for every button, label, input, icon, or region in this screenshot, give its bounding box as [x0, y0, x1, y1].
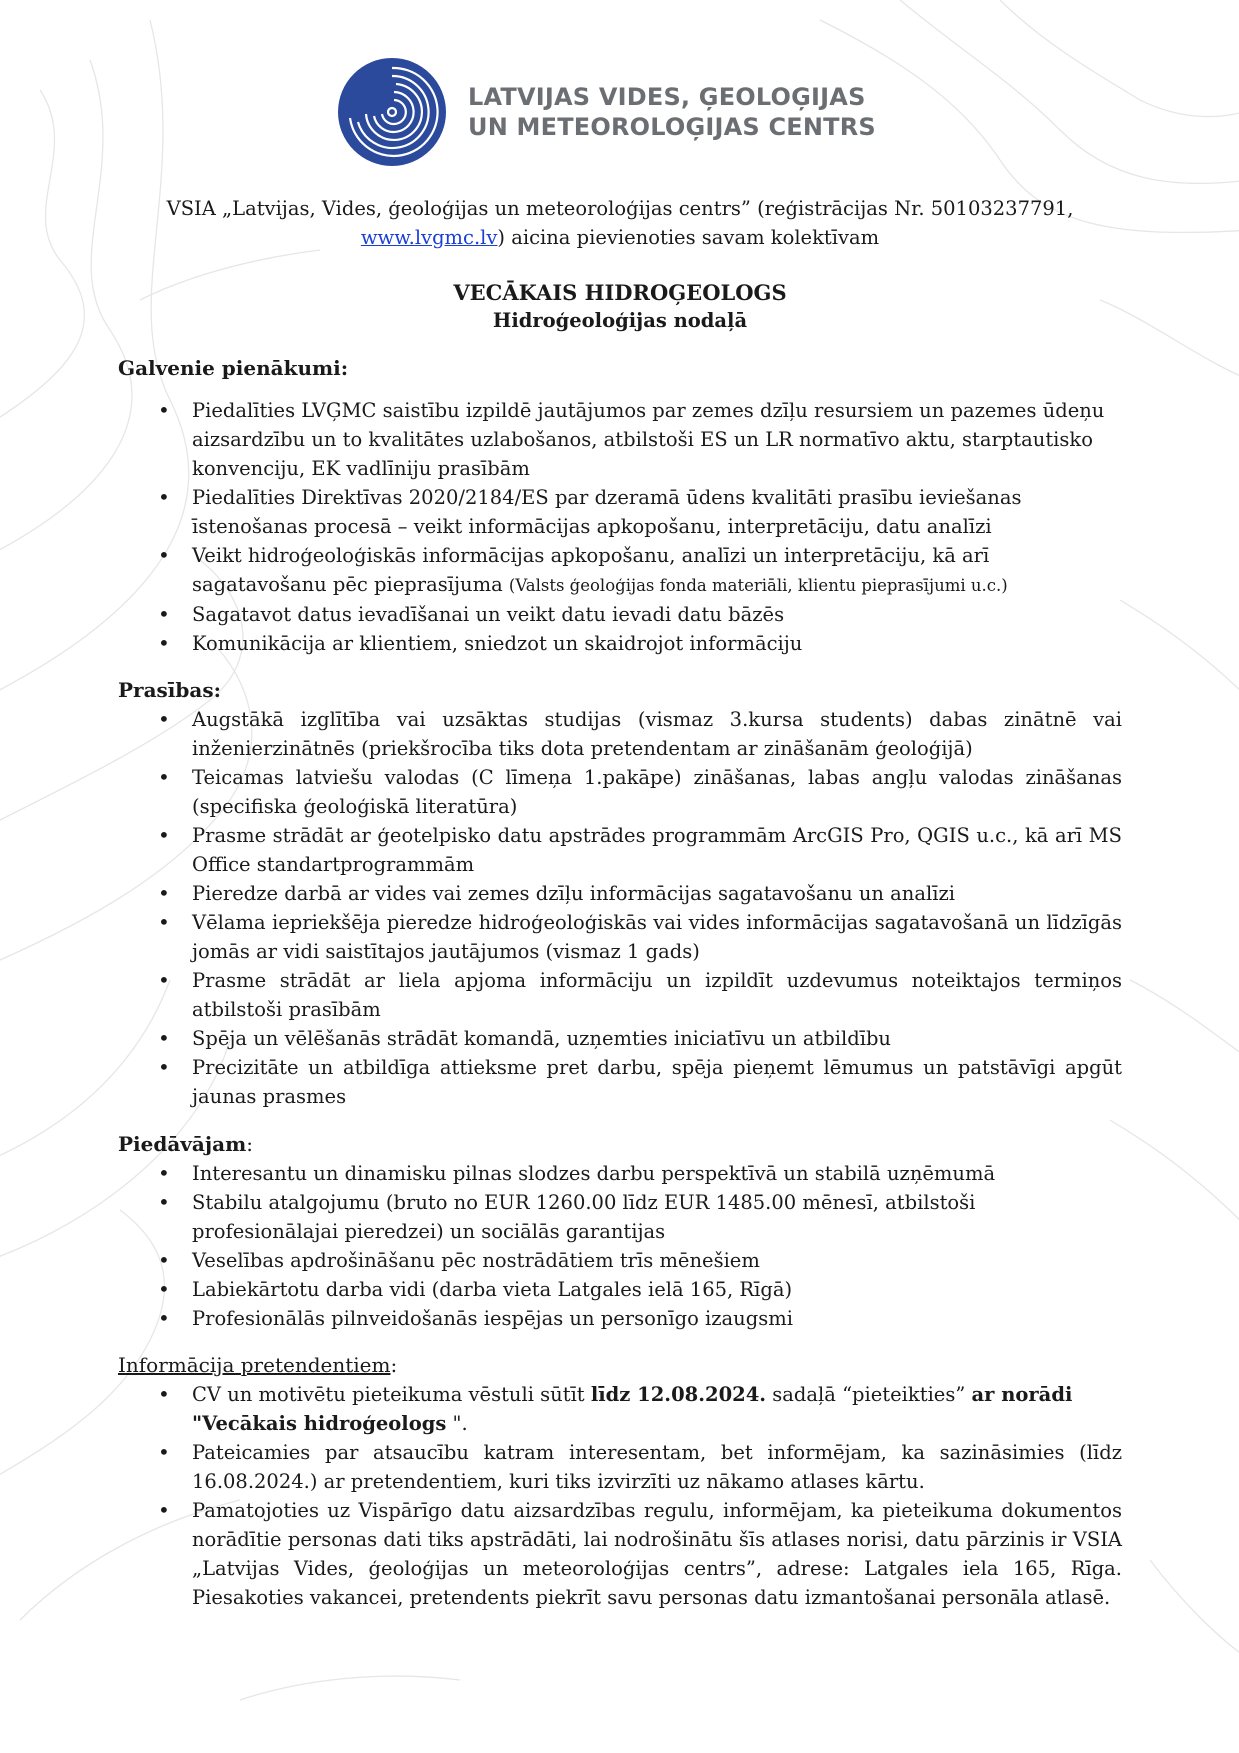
list-item [118, 541, 1122, 600]
info-text: sadaļā “pieteikties” [766, 1383, 972, 1406]
list-item: • Piedalīties Direktīvas 2020/2184/ES par dzeramā ūdens kvalitāti prasību ieviešanas īstenošanas procesā – veikt informācijas apkopošanu, interpretāciju, datu analīzi [118, 483, 1122, 541]
list-item-note: (Valsts ģeoloģijas fonda materiāli, klientu pieprasījumi u.c.) [508, 576, 1008, 595]
requirements-list [118, 705, 1122, 1111]
offer-heading-colon: : [246, 1132, 253, 1156]
deadline-date: līdz 12.08.2024. [590, 1383, 767, 1406]
info-heading [118, 1351, 397, 1380]
logo-line-2: UN METEOROLOĢIJAS CENTRS [468, 113, 876, 141]
list-item: • Veselības apdrošināšanu pēc nostrādātiem trīs mēnešiem [118, 1246, 1122, 1275]
list-item: • Profesionālās pilnveidošanās iespējas un personīgo izaugsmi [118, 1304, 1122, 1333]
info-heading-text: Informācija pretendentiem [118, 1353, 391, 1377]
logo-text [468, 82, 876, 142]
concentric-circles-logo-icon [336, 56, 448, 168]
list-item: • Pamatojoties uz Vispārīgo datu aizsardzības regulu, informējam, ka pieteikuma dokumentos norādītie personas dati tiks apstrādāti, lai nodrošinātu šīs atlases norisi, datu pārzinis ir VSIA „Latvijas Vides, ģeoloģijas un meteoroloģijas centrs”, adrese: Latgales iela 165, Rīga. Piesakoties vakancei, pretendents piekrīt savu personas datu izmantošanai personāla atlasē. [118, 1496, 1122, 1612]
list-item: • Prasme strādāt ar ģeotelpisko datu apstrādes programmām ArcGIS Pro, QGIS u.c., kā arī MS Office standartprogrammām [118, 821, 1122, 879]
offer-heading-text: Piedāvājam [118, 1132, 247, 1156]
list-item: • Komunikācija ar klientiem, sniedzot un skaidrojot informāciju [118, 629, 1122, 658]
list-item: • Spēja un vēlēšanās strādāt komandā, uzņemties iniciatīvu un atbildību [118, 1024, 1122, 1053]
logo-line-1: LATVIJAS VIDES, ĢEOLOĢIJAS [468, 83, 866, 111]
list-item-text: Veikt hidroģeoloģiskās informācijas apkopošanu, analīzi un interpretāciju, kā arī sagatavošanu pēc pieprasījuma [192, 544, 990, 596]
list-item: • Sagatavot datus ievadīšanai un veikt datu ievadi datu bāzēs [118, 600, 1122, 629]
list-item: • Vēlama iepriekšēja pieredze hidroģeoloģiskās vai vides informācijas sagatavošanā un līdzīgās jomās ar vidi saistītajos jautājumos (vismaz 1 gads) [118, 908, 1122, 966]
duties-heading: Galvenie pienākumi: [118, 356, 349, 380]
list-item: • Pieredze darbā ar vides vai zemes dzīļu informācijas sagatavošanu un analīzi [118, 879, 1122, 908]
job-title: VECĀKAIS HIDROĢEOLOGS [453, 280, 787, 305]
list-item [118, 1380, 1122, 1438]
info-text: ". [446, 1412, 468, 1435]
list-item: • Stabilu atalgojumu (bruto no EUR 1260.00 līdz EUR 1485.00 mēnesī, atbilstoši profesionālajai pieredzei) un sociālās garantijas [118, 1188, 1122, 1246]
intro-paragraph [118, 194, 1122, 252]
intro-text-after: ) aicina pievienoties savam kolektīvam [497, 226, 880, 249]
list-item: • Piedalīties LVĢMC saistību izpildē jautājumos par zemes dzīļu resursiem un pazemes ūdeņu aizsardzību un to kvalitātes uzlabošanos, atbilstoši ES un LR normatīvo aktu, starptautisko konvenciju, EK vadlīniju prasībām [118, 396, 1122, 483]
info-emphasis: ar norādi [971, 1383, 1073, 1406]
list-item: • Teicamas latviešu valodas (C līmeņa 1.pakāpe) zināšanas, labas angļu valodas zināšanas (specifiska ģeoloģiskā literatūra) [118, 763, 1122, 821]
list-item: • Pateicamies par atsaucību katram interesentam, bet informējam, ka sazināsimies (līdz 16.08.2024.) ar pretendentiem, kuri tiks izvirzīti uz nākamo atlases kārtu. [118, 1438, 1122, 1496]
info-heading-colon: : [390, 1353, 398, 1377]
organization-logo [336, 56, 876, 168]
job-department: Hidroģeoloģijas nodaļā [492, 309, 748, 332]
reference-title: "Vecākais hidroģeologs [192, 1412, 447, 1435]
list-item: • Labiekārtotu darba vidi (darba vieta Latgales ielā 165, Rīgā) [118, 1275, 1122, 1304]
requirements-heading: Prasības: [118, 678, 221, 702]
duties-list [118, 396, 1122, 658]
website-link[interactable]: www.lvgmc.lv [360, 226, 498, 249]
offer-list [118, 1159, 1122, 1333]
intro-text-line-1: VSIA „Latvijas, Vides, ģeoloģijas un meteoroloģijas centrs” (reģistrācijas Nr. 50103237791, [166, 197, 1074, 220]
offer-heading [118, 1130, 253, 1159]
list-item: • Prasme strādāt ar liela apjoma informāciju un izpildīt uzdevumus noteiktajos termiņos atbilstoši prasībām [118, 966, 1122, 1024]
info-list [118, 1380, 1122, 1612]
list-item: • Interesantu un dinamisku pilnas slodzes darbu perspektīvā un stabilā uzņēmumā [118, 1159, 1122, 1188]
list-item: • Precizitāte un atbildīga attieksme pret darbu, spēja pieņemt lēmumus un patstāvīgi apgūt jaunas prasmes [118, 1053, 1122, 1111]
intro-text-line-2 [118, 223, 1122, 252]
info-text: CV un motivētu pieteikuma vēstuli sūtīt [192, 1383, 591, 1406]
list-item: • Augstākā izglītība vai uzsāktas studijas (vismaz 3.kursa students) dabas zinātnē vai inženierzinātnēs (priekšrocība tiks dota pretendentam ar zināšanām ģeoloģijā) [118, 705, 1122, 763]
